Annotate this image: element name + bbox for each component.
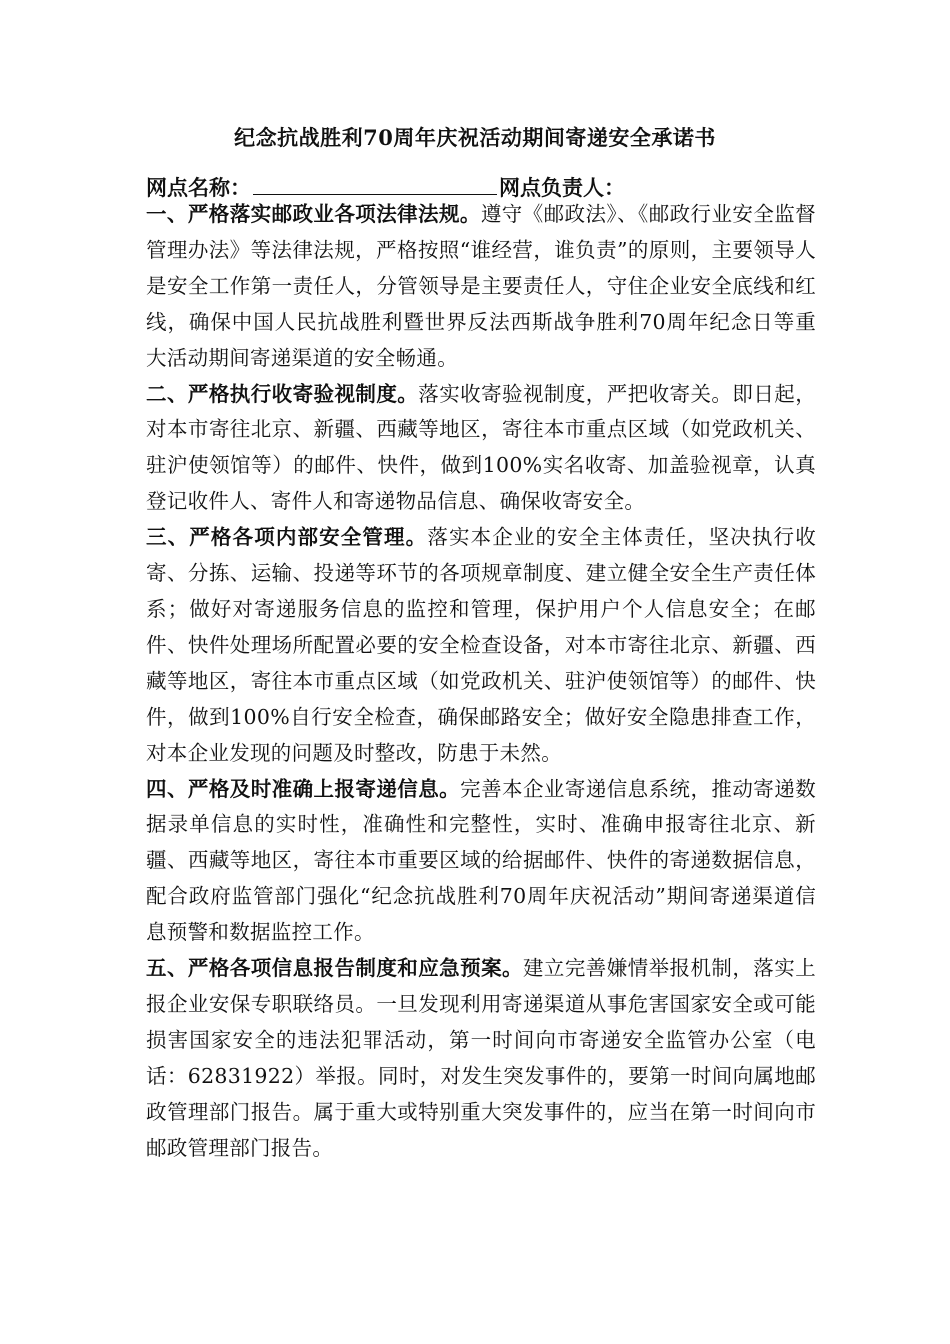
section-1 <box>146 197 816 377</box>
section-body: 落实本企业的安全主体责任，坚决执行收寄、分拣、运输、投递等环节的各项规章制度、建立健全安全生产责任体系；做好对寄递服务信息的监控和管理，保护用户个人信息安全；在邮件、快件处理场所配置必要的安全检查设备，对本市寄往北京、新疆、西藏等地区，寄往本市重点区域（如党政机关、驻沪使领馆等）的邮件、快件，做到100%自行安全检查，确保邮路安全；做好安全隐患排查工作，对本企业发现的问题及时整改，防患于未然。 <box>146 525 816 765</box>
outlet-name-label: 网点名称： <box>146 175 251 200</box>
section-2 <box>146 377 816 521</box>
section-3 <box>146 520 816 771</box>
section-heading: 二、严格执行收寄验视制度。 <box>146 381 419 406</box>
document-body <box>146 197 816 1166</box>
outlet-manager-label: 网点负责人： <box>499 175 625 200</box>
section-body: 完善本企业寄递信息系统，推动寄递数据录单信息的实时性，准确性和完整性，实时、准确申报寄往北京、新疆、西藏等地区，寄往本市重要区域的给据邮件、快件的寄递数据信息，配合政府监管部门强化“纪念抗战胜利70周年庆祝活动”期间寄递渠道信息预警和数据监控工作。 <box>146 776 816 945</box>
section-body: 建立完善嫌情举报机制，落实上报企业安保专职联络员。一旦发现利用寄递渠道从事危害国家安全或可能损害国家安全的违法犯罪活动，第一时间向市寄递安全监管办公室（电话：62831922）举报。同时，对发生突发事件的，要第一时间向属地邮政管理部门报告。属于重大或特别重大突发事件的，应当在第一时间向市邮政管理部门报告。 <box>146 956 816 1160</box>
section-heading: 五、严格各项信息报告制度和应急预案。 <box>146 956 523 981</box>
outlet-name-blank <box>253 174 497 195</box>
document-title: 纪念抗战胜利70周年庆祝活动期间寄递安全承诺书 <box>234 125 716 150</box>
section-heading: 一、严格落实邮政业各项法律法规。 <box>146 202 481 226</box>
section-5 <box>146 951 816 1166</box>
section-body: 遵守《邮政法》、《邮政行业安全监督管理办法》等法律法规，严格按照“谁经营，谁负责”的原则，主要领导人是安全工作第一责任人，分管领导是主要责任人，守住企业安全底线和红线，确保中国人民抗战胜利暨世界反法西斯战争胜利70周年纪念日等重大活动期间寄递渠道的安全畅通。 <box>146 202 816 370</box>
section-body: 落实收寄验视制度，严把收寄关。即日起，对本市寄往北京、新疆、西藏等地区，寄往本市重点区域（如党政机关、驻沪使领馆等）的邮件、快件，做到100%实名收寄、加盖验视章，认真登记收件人、寄件人和寄递物品信息、确保收寄安全。 <box>146 381 816 514</box>
section-4 <box>146 772 816 952</box>
section-heading: 四、严格及时准确上报寄递信息。 <box>146 776 461 801</box>
section-heading: 三、严格各项内部安全管理。 <box>146 525 428 550</box>
